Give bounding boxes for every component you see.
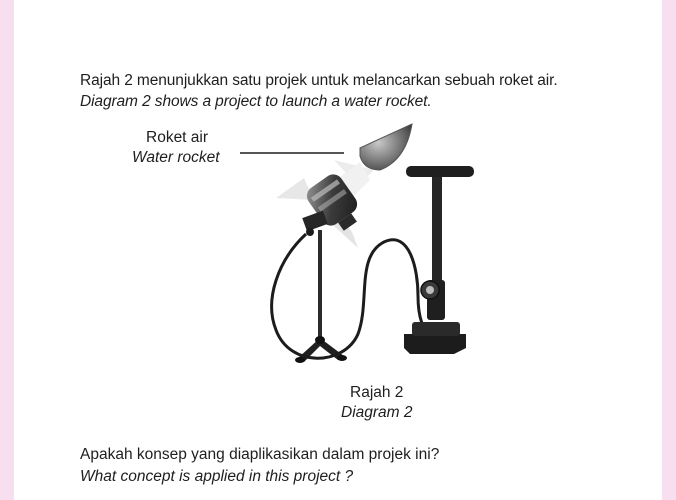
rocket-label-english: Water rocket xyxy=(132,149,220,166)
water-rocket-diagram xyxy=(14,0,662,500)
rocket-label-malay: Roket air xyxy=(146,129,209,146)
intro-text-malay: Rajah 2 menunjukkan satu projek untuk melancarkan sebuah roket air. xyxy=(80,72,558,89)
question-text-malay: Apakah konsep yang diaplikasikan dalam projek ini? xyxy=(80,446,440,463)
question-text-english: What concept is applied in this project ? xyxy=(80,468,354,485)
bicycle-pump xyxy=(404,166,474,354)
figure-caption-english: Diagram 2 xyxy=(341,404,413,421)
launch-stand xyxy=(295,230,347,363)
rocket-nose-cone xyxy=(360,124,412,170)
figure-caption-malay: Rajah 2 xyxy=(350,384,404,401)
worksheet-page xyxy=(14,0,662,500)
launcher-clamp xyxy=(302,211,327,232)
intro-text-english: Diagram 2 shows a project to launch a water rocket. xyxy=(80,93,432,110)
